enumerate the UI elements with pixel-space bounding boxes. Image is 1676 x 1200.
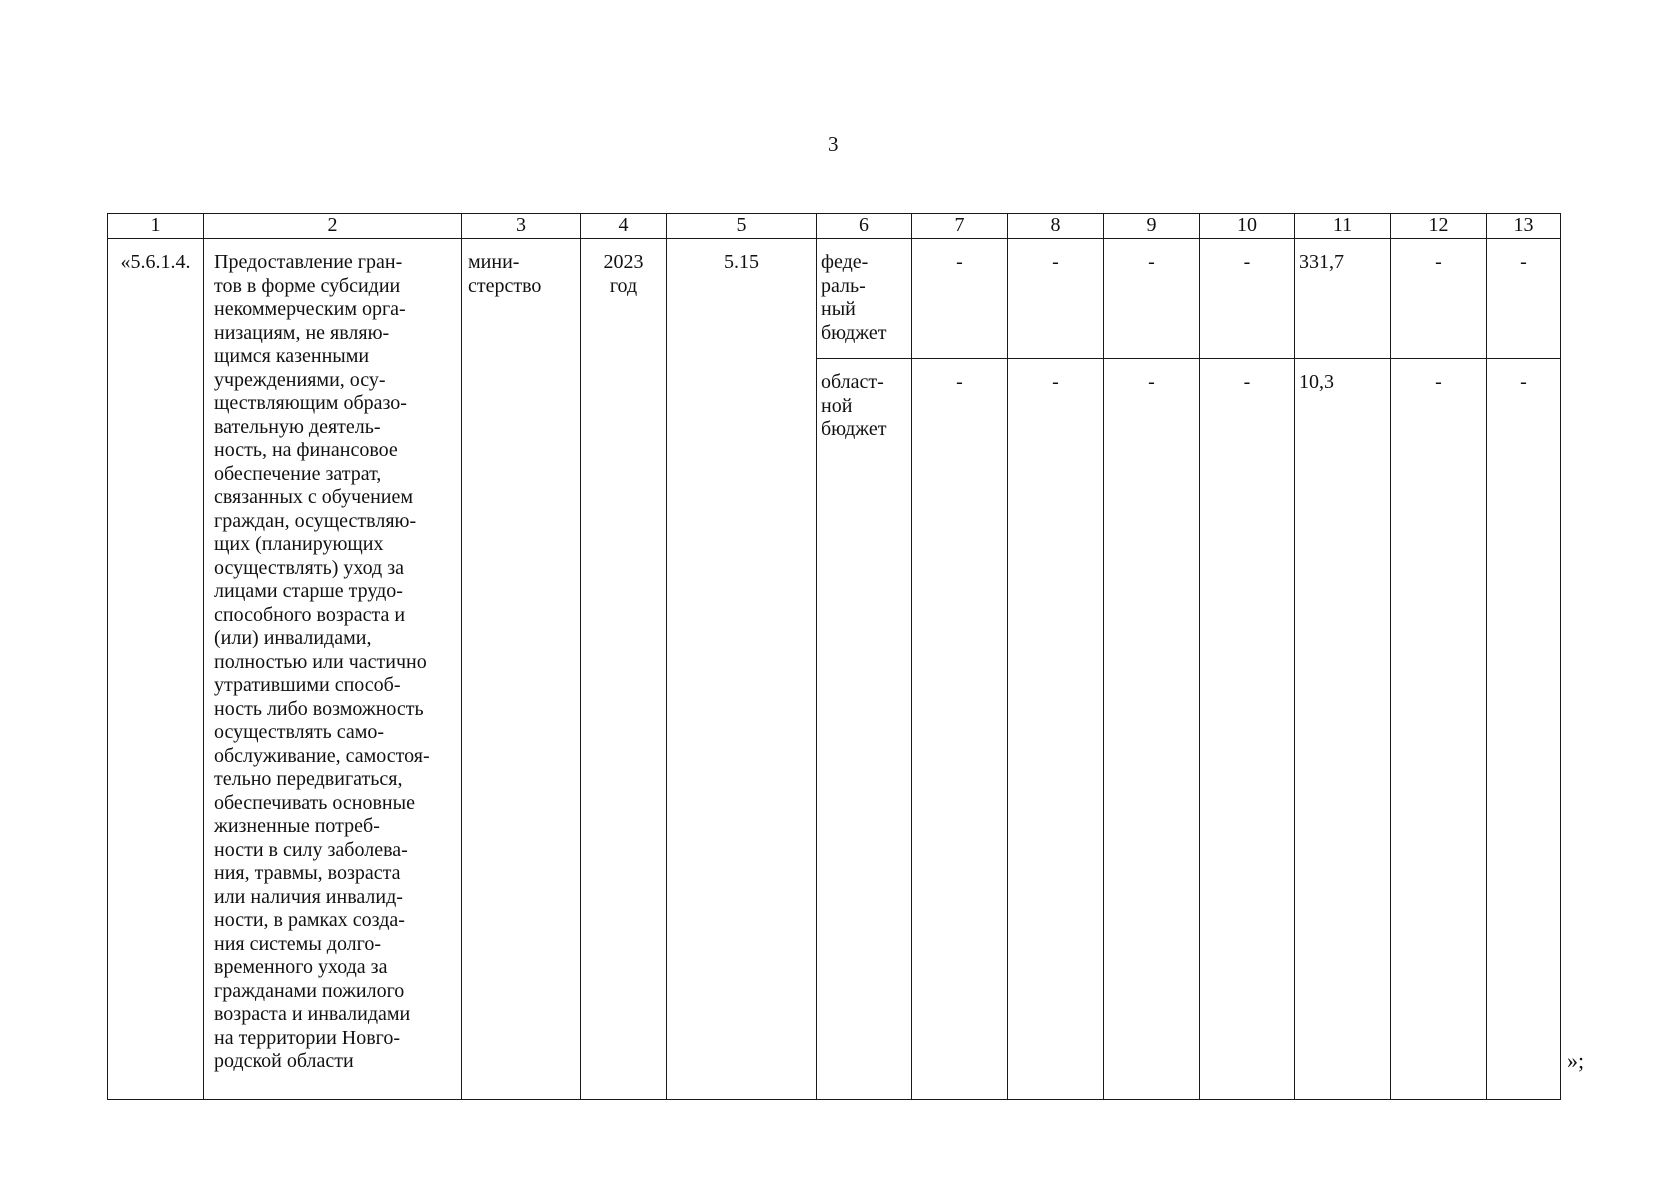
program-activities-table — [107, 213, 1561, 1100]
funding-source: феде- раль- ный бюджет — [817, 239, 912, 359]
funding-value-col13: - — [1487, 239, 1561, 359]
funding-value-col12: - — [1391, 359, 1487, 1100]
funding-value-col7: - — [912, 239, 1008, 359]
column-number-6: 6 — [817, 214, 912, 239]
column-number-9: 9 — [1104, 214, 1200, 239]
page-number: 3 — [828, 132, 839, 156]
column-number-4: 4 — [581, 214, 667, 239]
funding-source: област- ной бюджет — [817, 359, 912, 1100]
table-row-federal-budget — [108, 239, 1561, 359]
activity-description: Предоставление гран- тов в форме субсидии некоммерческим орга- низациям, не являю- щимся казенными учреждениями, осу- ществляющим образо- вательную деятель- ность, на финансовое обеспечение затрат, связанных с обучением граждан, осуществляю- щих (планирующих осуществлять) уход за лицами старше трудо- способного возраста и (или) инвалидами, полностью или частично утратившими способ- ность либо возможность осуществлять само- обслуживание, самостоя- тельно передвигаться, обеспечивать основные жизненные потреб- ности в силу заболева- ния, травмы, возраста или наличия инвалид- ности, в рамках созда- ния системы долго- временного ухода за гражданами пожилого возраста и инвалидами на территории Новго- родской области — [204, 239, 462, 1100]
funding-value-col10: - — [1200, 359, 1295, 1100]
funding-value-col9: - — [1104, 239, 1200, 359]
column-number-1: 1 — [108, 214, 204, 239]
funding-value-col9: - — [1104, 359, 1200, 1100]
funding-value-col7: - — [912, 359, 1008, 1100]
funding-value-col8: - — [1008, 239, 1104, 359]
column-number-8: 8 — [1008, 214, 1104, 239]
activity-indicator: 5.15 — [667, 239, 817, 1100]
column-number-12: 12 — [1391, 214, 1487, 239]
funding-value-col13: - — [1487, 359, 1561, 1100]
activity-executor: мини- стерство — [462, 239, 581, 1100]
funding-value-col10: - — [1200, 239, 1295, 359]
activity-term: 2023 год — [581, 239, 667, 1100]
column-number-5: 5 — [667, 214, 817, 239]
funding-value-col11: 331,7 — [1295, 239, 1391, 359]
column-number-13: 13 — [1487, 214, 1561, 239]
funding-value-col8: - — [1008, 359, 1104, 1100]
column-number-10: 10 — [1200, 214, 1295, 239]
column-number-2: 2 — [204, 214, 462, 239]
column-number-header-row — [108, 214, 1561, 239]
activity-code: «5.6.1.4. — [108, 239, 204, 1100]
column-number-3: 3 — [462, 214, 581, 239]
closing-quote-mark: »; — [1567, 1048, 1585, 1073]
column-number-7: 7 — [912, 214, 1008, 239]
column-number-11: 11 — [1295, 214, 1391, 239]
funding-value-col12: - — [1391, 239, 1487, 359]
funding-value-col11: 10,3 — [1295, 359, 1391, 1100]
